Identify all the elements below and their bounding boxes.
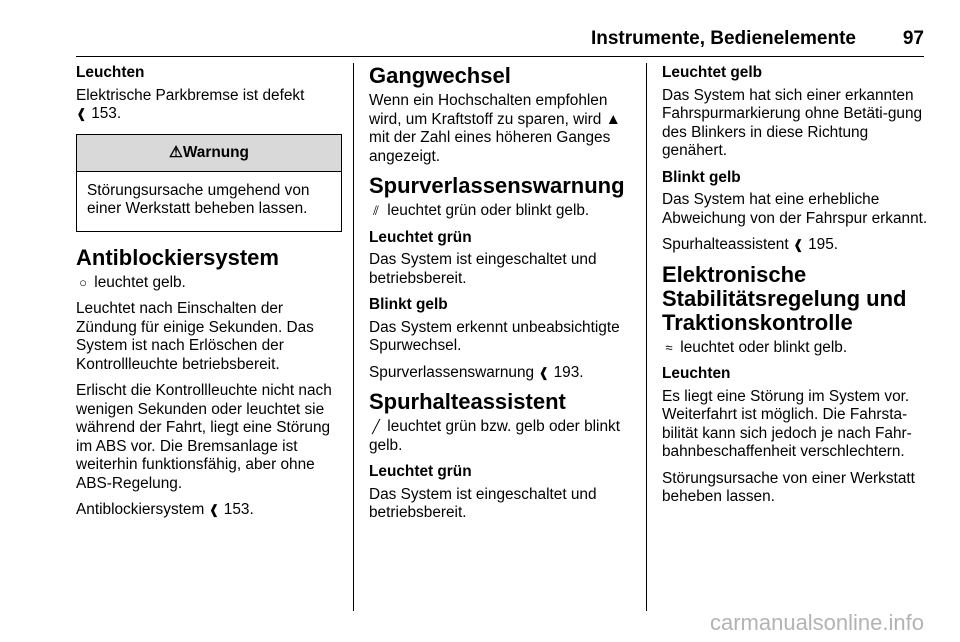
- heading-leuchten-esp: Leuchten: [662, 365, 731, 382]
- paragraph-spur-icon: ⫽ leuchtet grün oder blinkt gelb.: [369, 202, 633, 221]
- lane-departure-icon: ⫽: [373, 203, 379, 218]
- paragraph-halte-icon: ╱ leuchtet grün bzw. gelb oder blinkt gelb.: [369, 418, 620, 454]
- heading-abs: Antiblockiersystem: [76, 244, 279, 270]
- heading-halte-gruen: Leuchtet grün: [369, 463, 472, 480]
- paragraph-abs-2: Erlischt die Kontrollleuchte nicht nach wenigen Sekunden oder leuchtet sie während der Fahrt, liegt eine Störung im ABS vor. Die Bremsanlage ist weiterhin funktionsfähig, aber ohne ABS-Regelung.: [76, 382, 332, 492]
- page-title: Instrumente, Bedienelemente: [590, 28, 856, 49]
- paragraph-parkbremse: Elektrische Parkbremse ist defekt ❰ 153.: [76, 86, 305, 122]
- warning-box: [76, 134, 342, 232]
- paragraph-esp-1: Es liegt eine Störung im System vor. Weiterfahrt ist möglich. Die Fahrsta-bilität kann sich jedoch je nach Fahr-bahnbeschaffenheit verschlechtern.: [662, 387, 912, 460]
- paragraph-esp-2: Störungsursache von einer Werkstatt beheben lassen.: [662, 469, 915, 505]
- paragraph-esp-icon: ≈ leuchtet oder blinkt gelb.: [662, 339, 928, 358]
- header-divider: [76, 56, 924, 57]
- ref-arrow-icon: ❰: [538, 364, 550, 380]
- paragraph-abs-1: Leuchtet nach Einschalten der Zündung für einige Sekunden. Das System ist nach Erlöschen der Kontrollleuchte betriebsbereit.: [76, 300, 314, 373]
- column-3: [662, 64, 928, 515]
- column-1: [76, 64, 342, 528]
- page-header: [0, 0, 960, 60]
- heading-spur-blinkt: Blinkt gelb: [369, 296, 448, 313]
- heading-spurhalte: Spurhalteassistent: [369, 389, 566, 414]
- heading-gangwechsel: Gangwechsel: [369, 63, 511, 88]
- esp-icon: ≈: [665, 339, 673, 355]
- heading-esp: Elektronische Stabilitätsregelung und Traktionskontrolle: [662, 261, 907, 335]
- warning-body: Störungsursache umgehend von einer Werkstatt beheben lassen.: [87, 181, 310, 217]
- warning-header: ⚠Warnung: [77, 135, 341, 172]
- ref-arrow-icon: ❰: [792, 237, 804, 252]
- paragraph-abs-icon: ○ leuchtet gelb.: [76, 274, 342, 293]
- heading-leuchtet-gelb: Leuchtet gelb: [662, 64, 763, 81]
- paragraph-leuchtet-gelb: Das System hat sich einer erkannten Fahrspurmarkierung ohne Betäti-gung des Blinkers in diese Richtung genähert.: [662, 86, 923, 159]
- paragraph-gangwechsel: Wenn ein Hochschalten empfohlen wird, um Kraftstoff zu sparen, wird ▲ mit der Zahl eines höheren Ganges angezeigt.: [369, 92, 621, 165]
- column-divider-1: [353, 63, 354, 611]
- heading-spur-gruen: Leuchtet grün: [369, 228, 472, 246]
- column-2: [369, 64, 633, 531]
- warning-triangle-icon: ⚠: [169, 143, 183, 161]
- heading-leuchten: Leuchten: [76, 64, 145, 81]
- watermark: carmanualsonline.info: [709, 610, 924, 635]
- lane-keep-icon: ╱: [372, 419, 380, 434]
- paragraph-spur-blinkt: Das System erkennt unbeabsichtigte Spurwechsel.: [369, 318, 620, 354]
- paragraph-spur-gruen: Das System ist eingeschaltet und betriebsbereit.: [369, 251, 597, 287]
- page-number: 97: [902, 28, 924, 49]
- paragraph-halte-gruen: Das System ist eingeschaltet und betriebsbereit.: [369, 485, 597, 521]
- ref-arrow-icon: ❰: [208, 502, 220, 517]
- paragraph-blinkt-gelb: Das System hat eine erhebliche Abweichung von der Fahrspur erkannt.: [662, 191, 928, 227]
- paragraph-abs-ref: Antiblockiersystem ❰ 153.: [76, 501, 254, 518]
- paragraph-spur-ref: Spurverlassenswarnung ❰ 193.: [369, 363, 584, 381]
- paragraph-halte-ref: Spurhalteassistent ❰ 195.: [662, 236, 839, 253]
- heading-blinkt-gelb: Blinkt gelb: [662, 168, 741, 186]
- heading-spurverlassen: Spurverlassenswarnung: [369, 173, 625, 198]
- abs-icon: ○: [79, 274, 87, 290]
- column-divider-2: [646, 63, 647, 611]
- ref-arrow-icon: ❰: [76, 106, 87, 121]
